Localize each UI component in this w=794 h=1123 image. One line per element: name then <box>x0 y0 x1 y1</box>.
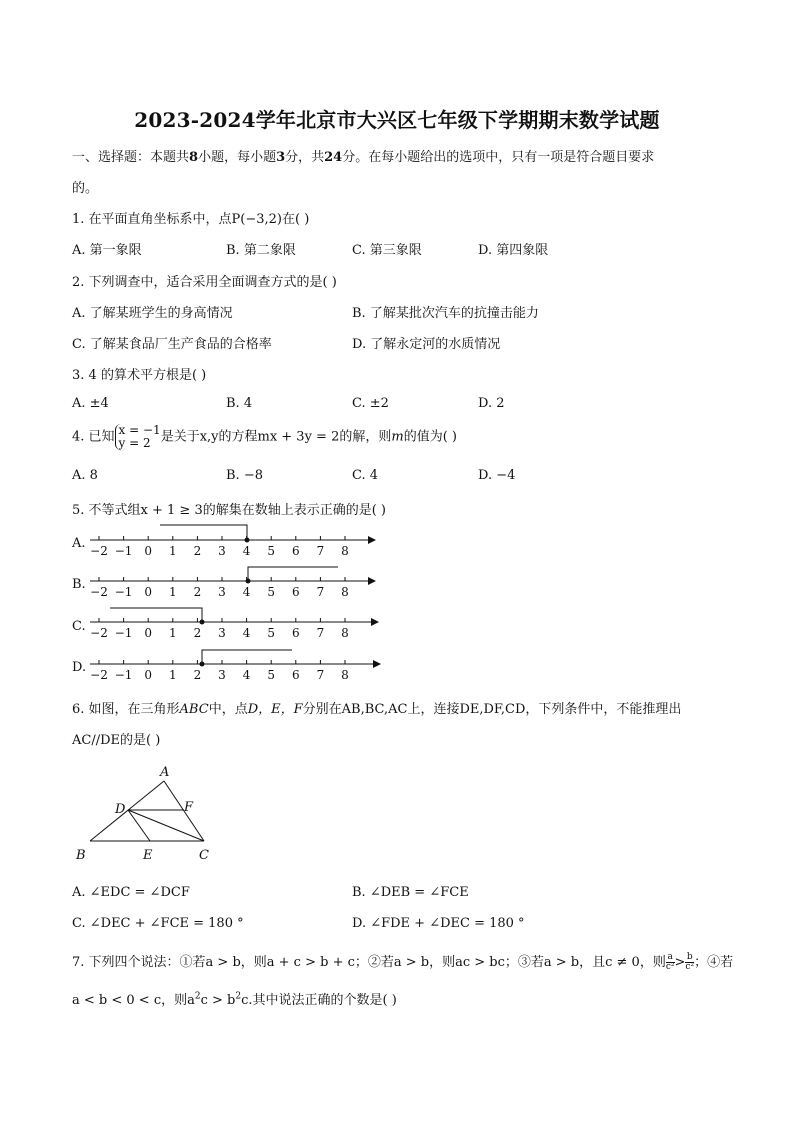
q1-option-b[interactable]: B. 第二象限 <box>226 243 296 258</box>
tick-label: 3 <box>218 544 226 558</box>
tick-label: 1 <box>168 626 177 640</box>
q2-option-c[interactable]: C. 了解某食品厂生产食品的合格率 <box>72 337 272 352</box>
tick-label: −1 <box>114 544 133 558</box>
q3-option-b[interactable]: B. 4 <box>226 396 253 411</box>
tick-label: −2 <box>90 585 108 599</box>
frac-den: c² <box>665 962 675 972</box>
tick-label: 0 <box>144 668 153 682</box>
q7-sup: 2 <box>194 991 201 1002</box>
q6-option-c[interactable]: C. ∠DEC + ∠FCE = 180 ° <box>72 916 244 931</box>
tick-label: 0 <box>144 585 153 599</box>
tick-label: 8 <box>341 585 349 599</box>
tick-label: 1 <box>168 585 177 599</box>
tick-label: 7 <box>316 544 325 558</box>
tick-label: 0 <box>144 544 153 558</box>
q3-option-c[interactable]: C. ±2 <box>352 396 389 411</box>
equation-1: x = −1 <box>118 423 161 437</box>
question-7-stem-cont <box>72 989 397 1008</box>
section-text: 一、选择题：本题共 <box>72 150 190 165</box>
q3-option-a[interactable]: A. ±4 <box>72 396 109 411</box>
q2-option-b[interactable]: B. 了解某批次汽车的抗撞击能力 <box>352 306 539 321</box>
q1-option-d[interactable]: D. 第四象限 <box>478 243 549 258</box>
q5-option-b[interactable]: B. <box>72 577 86 592</box>
tick-label: 8 <box>341 626 349 640</box>
tick-label: 3 <box>218 585 226 599</box>
tick-label: 6 <box>291 585 300 599</box>
tick-label: 5 <box>267 626 276 640</box>
q6-option-d[interactable]: D. ∠FDE + ∠DEC = 180 ° <box>352 916 525 931</box>
fraction-a-over-c2 <box>666 953 675 972</box>
q6-option-a[interactable]: A. ∠EDC = ∠DCF <box>72 885 190 900</box>
q4-text: 是关于x,y的方程mx + 3y = 2的解，则 <box>160 429 392 445</box>
q3-option-d[interactable]: D. 2 <box>478 396 505 411</box>
tick-label: 1 <box>168 544 177 558</box>
q7-text: c > b <box>200 993 236 1008</box>
equation-2: y = 2 <box>118 436 151 450</box>
tick-label: 4 <box>242 668 251 682</box>
question-count: 8 <box>189 150 199 165</box>
tick-label: 7 <box>316 585 325 599</box>
tick-label: −2 <box>90 626 108 640</box>
q6-option-b[interactable]: B. ∠DEB = ∠FCE <box>352 885 469 900</box>
q4-option-a[interactable]: A. 8 <box>72 468 98 483</box>
question-5-stem: 5. 不等式组x + 1 ≥ 3的解集在数轴上表示正确的是( ) <box>72 503 386 518</box>
tick-label: 2 <box>193 626 202 640</box>
question-3-stem: 3. 4 的算术平方根是( ) <box>72 368 207 383</box>
frac-den: c² <box>685 962 695 972</box>
tick-label: 6 <box>291 544 300 558</box>
frac-num: a <box>667 952 673 962</box>
q7-sup: 2 <box>235 991 242 1002</box>
q7-gt: > <box>674 955 686 970</box>
label-b: B <box>76 848 86 863</box>
question-2-stem: 2. 下列调查中，适合采用全面调查方式的是( ) <box>72 275 337 290</box>
question-6-stem <box>72 698 681 717</box>
q7-text: c.其中说法正确的个数是( ) <box>241 993 397 1008</box>
tick-label: 3 <box>218 668 226 682</box>
q7-text: ；④若 <box>694 955 734 970</box>
question-6-stem-cont: AC//DE的是( ) <box>72 733 161 748</box>
tick-label: −2 <box>90 668 108 682</box>
tick-label: 4 <box>242 585 251 599</box>
q1-option-a[interactable]: A. 第一象限 <box>72 243 142 258</box>
tick-label: −1 <box>114 626 133 640</box>
label-c: C <box>199 848 209 863</box>
q5-option-d[interactable]: D. <box>72 660 87 675</box>
q4-variable: m <box>391 429 404 445</box>
q4-option-d[interactable]: D. −4 <box>478 468 516 483</box>
q5-option-c[interactable]: C. <box>72 619 86 634</box>
tick-label: 4 <box>242 626 251 640</box>
label-f: F <box>184 800 194 815</box>
tick-label: 7 <box>316 626 325 640</box>
q6-text: 分别在AB,BC,AC上，连接DE,DF,CD，下列条件中，不能推理出 <box>302 702 682 717</box>
q4-option-c[interactable]: C. 4 <box>352 468 379 483</box>
tick-label: 6 <box>291 668 300 682</box>
equation-system <box>115 424 161 450</box>
question-4-stem <box>72 424 457 450</box>
q4-option-b[interactable]: B. −8 <box>226 468 263 483</box>
tick-label: 3 <box>218 626 226 640</box>
triangle-figure <box>70 762 220 867</box>
q2-option-d[interactable]: D. 了解永定河的水质情况 <box>352 337 501 352</box>
tick-label: 7 <box>316 668 325 682</box>
fraction-b-over-c2 <box>685 953 694 972</box>
q7-text: 7. 下列四个说法：①若a > b，则a + c > b + c；②若a > b，则ac > bc；③若a > b，且c ≠ 0，则 <box>72 955 666 970</box>
question-1-stem: 1. 在平面直角坐标系中，点P(−3,2)在( ) <box>72 212 310 227</box>
q6-text: 6. 如图，在三角形 <box>72 702 180 717</box>
tick-label: 1 <box>168 668 177 682</box>
q1-option-c[interactable]: C. 第三象限 <box>352 243 422 258</box>
number-line-a <box>90 525 375 543</box>
frac-num: b <box>686 952 693 962</box>
q6-points: D，E，F <box>247 702 303 717</box>
number-line-d <box>90 650 380 667</box>
points-total: 24 <box>324 150 343 165</box>
tick-label: 8 <box>341 544 349 558</box>
tick-label: 8 <box>341 668 349 682</box>
q4-text: 的值为( ) <box>403 429 457 445</box>
points-each: 3 <box>276 150 286 165</box>
page-title: 2023-2024学年北京市大兴区七年级下学期期末数学试题 <box>134 108 660 132</box>
tick-label: −2 <box>90 544 108 558</box>
tick-label: 2 <box>193 668 202 682</box>
q5-option-a[interactable]: A. <box>72 536 86 551</box>
tick-label: 2 <box>193 585 202 599</box>
label-e: E <box>143 848 153 863</box>
tick-label: 0 <box>144 626 153 640</box>
q6-triangle-name: ABC <box>179 702 209 717</box>
tick-label: 4 <box>242 544 251 558</box>
number-line-c <box>90 608 378 625</box>
tick-label: 6 <box>291 626 300 640</box>
q4-text: 4. 已知 <box>72 429 115 445</box>
tick-label: 5 <box>267 585 276 599</box>
q6-text: 中，点 <box>208 702 248 717</box>
tick-label: −1 <box>114 585 133 599</box>
question-7-stem <box>72 951 733 972</box>
section-text: 小题，每小题 <box>198 150 277 165</box>
q2-option-a[interactable]: A. 了解某班学生的身高情况 <box>72 306 233 321</box>
section-text: 分，共 <box>285 150 325 165</box>
number-lines <box>0 515 794 695</box>
label-d: D <box>115 802 126 817</box>
section-header <box>72 146 654 165</box>
label-a: A <box>160 765 170 780</box>
tick-label: 5 <box>267 668 276 682</box>
section-header-cont: 的。 <box>72 181 99 196</box>
tick-label: 2 <box>193 544 202 558</box>
tick-label: 5 <box>267 544 276 558</box>
section-text: 分。在每小题给出的选项中，只有一项是符合题目要求 <box>342 150 655 165</box>
tick-label: −1 <box>114 668 133 682</box>
q7-text: a < b < 0 < c，则a <box>72 993 195 1008</box>
number-line-b <box>90 567 375 584</box>
